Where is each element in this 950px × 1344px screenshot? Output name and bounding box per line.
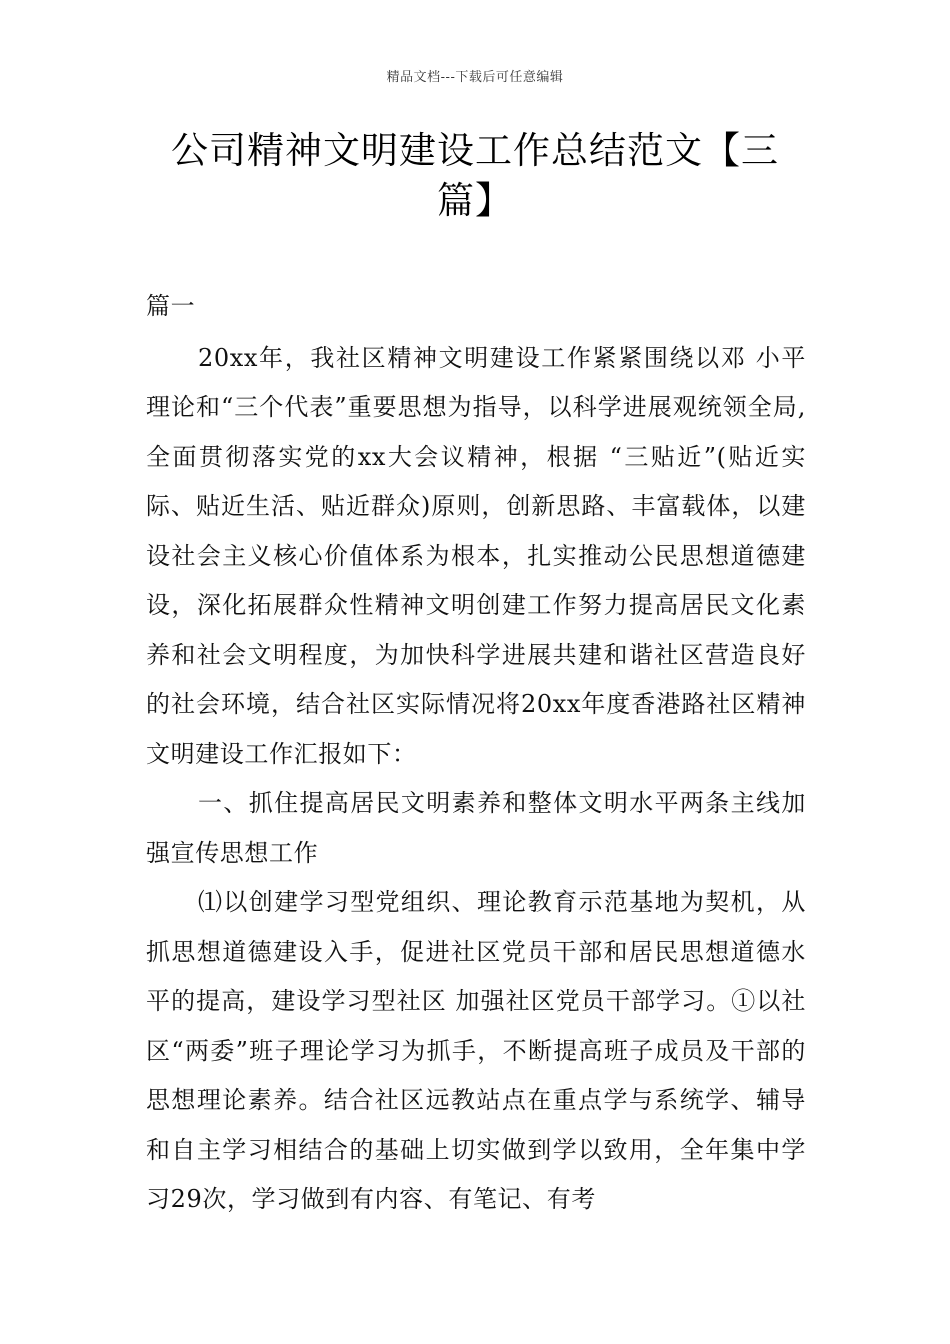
section-label: 篇一 <box>146 292 196 320</box>
document-body <box>146 282 806 1225</box>
header-note: 精品文档---下载后可任意编辑 <box>386 70 564 85</box>
paragraph-heading-one: 一、抓住提高居民文明素养和整体文明水平两条主线加强宣传思想工作 <box>146 789 806 867</box>
paragraph-intro: 20xx年，我社区精神文明建设工作紧紧围绕以邓 小平理论和“三个代表”重要思想为指导，以科学进展观统领全局,全面贯彻落实党的xx大会议精神，根据 “三贴近”(贴近实际、贴近生活、贴近群众)原则，创新思路、丰富载体，以建设社会主义核心价值体系为根本，扎实推动公民思想道德建设，深化拓展群众性精神文明创建工作努力提高居民文化素养和社会文明程度，为加快科学进展共建和谐社区营造良好的社会环境，结合社区实际情况将20xx年度香港路社区精神文明建设工作汇报如下： <box>146 343 806 768</box>
paragraph-subsection-one: ⑴以创建学习型党组织、理论教育示范基地为契机，从抓思想道德建设入手，促进社区党员干部和居民思想道德水平的提高，建设学习型社区 加强社区党员干部学习。①以社区“两委”班子理论学习为抓手，不断提高班子成员及干部的思想理论素养。结合社区远教站点在重点学与系统学、辅导和自主学习相结合的基础上切实做到学以致用，全年集中学习29次，学习做到有内容、有笔记、有考 <box>146 888 806 1213</box>
document-title: 公司精神文明建设工作总结范文【三篇】 <box>171 129 779 222</box>
